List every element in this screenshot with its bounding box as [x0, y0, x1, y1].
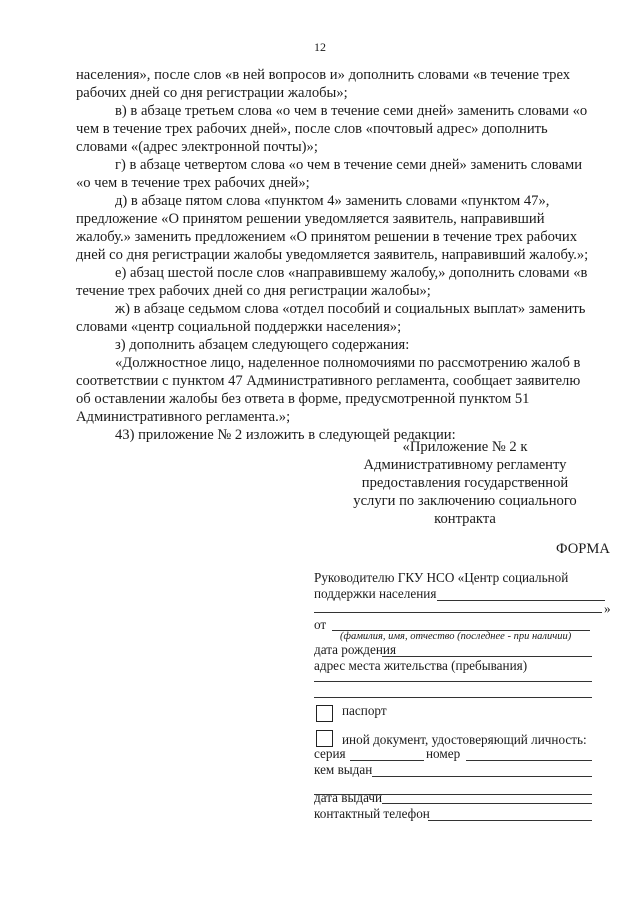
- forma-label: ФОРМА: [556, 541, 610, 557]
- addressee-underline-2[interactable]: [314, 612, 602, 613]
- text-line: Административного регламента.»;: [76, 409, 291, 425]
- issued-by-label: кем выдан: [314, 762, 373, 777]
- addressee-line-1: Руководителю ГКУ НСО «Центр социальной: [314, 570, 569, 585]
- text-line: соответствии с пунктом 47 Административного регламента, сообщает заявителю: [76, 373, 581, 389]
- text-line: г) в абзаце четвертом слова «о чем в течение семи дней» заменить словами: [115, 157, 583, 173]
- text-line: об оставлении жалобы без ответа в форме, предусмотренной пунктом 51: [76, 391, 530, 407]
- other-doc-checkbox[interactable]: [316, 730, 333, 747]
- appendix-line: «Приложение № 2 к: [402, 439, 528, 455]
- text-line: «Должностное лицо, наделенное полномочиями по рассмотрению жалоб в: [115, 355, 581, 371]
- text-line: словами «центр социальной поддержки населения»;: [76, 319, 402, 335]
- text-line: ж) в абзаце седьмом слова «отдел пособий и социальных выплат» заменить: [115, 301, 586, 317]
- text-line: жалобу.» заменить предложением «О принятом решении в течение трех рабочих: [76, 229, 578, 245]
- appendix-line: услуги по заключению социального: [353, 493, 577, 509]
- text-line: словами «(адрес электронной почты)»;: [76, 139, 318, 155]
- number-label: номер: [426, 746, 461, 761]
- closing-quote: »: [604, 601, 611, 616]
- text-line: предложение «О принятом решении уведомляется заявитель, направивший: [76, 211, 545, 227]
- series-field[interactable]: [350, 760, 424, 761]
- appendix-line: предоставления государственной: [361, 475, 569, 491]
- appendix-line: контракта: [434, 511, 496, 527]
- text-line: дней со дня регистрации жалобы уведомляется заявитель, направивший жалобу.»;: [76, 247, 589, 263]
- number-field[interactable]: [466, 760, 592, 761]
- phone-field[interactable]: [428, 820, 592, 821]
- issued-by-field-1[interactable]: [372, 776, 592, 777]
- text-line: чем в течение трех рабочих дней», после слов «почтовый адрес» дополнить: [76, 121, 548, 137]
- birth-label: дата рождения: [314, 642, 397, 657]
- text-line: д) в абзаце пятом слова «пунктом 4» заменить словами «пунктом 47»,: [115, 193, 550, 209]
- addressee-line-2: поддержки населения: [314, 586, 437, 601]
- text-line: населения», после слов «в ней вопросов и» дополнить словами «в течение трех: [76, 67, 571, 83]
- addressee-underline[interactable]: [437, 600, 605, 601]
- issue-date-label: дата выдачи: [314, 790, 383, 805]
- text-line: е) абзац шестой после слов «направившему жалобу,» дополнить словами «в: [115, 265, 588, 281]
- text-line: рабочих дней со дня регистрации жалобы»;: [76, 85, 348, 101]
- page-number: 12: [314, 40, 326, 54]
- passport-checkbox[interactable]: [316, 705, 333, 722]
- address-field-1[interactable]: [314, 681, 592, 682]
- address-label: адрес места жительства (пребывания): [314, 658, 528, 673]
- issue-date-field[interactable]: [382, 803, 592, 804]
- text-line: 43) приложение № 2 изложить в следующей редакции:: [115, 427, 456, 443]
- phone-label: контактный телефон: [314, 806, 430, 821]
- birth-field[interactable]: [382, 656, 592, 657]
- appendix-line: Административному регламенту: [363, 457, 567, 473]
- passport-label: паспорт: [342, 703, 387, 718]
- text-line: течение трех рабочих дней со дня регистрации жалобы»;: [76, 283, 431, 299]
- series-label: серия: [314, 746, 346, 761]
- from-label: от: [314, 617, 327, 632]
- text-line: в) в абзаце третьем слова «о чем в течение семи дней» заменить словами «о: [115, 103, 588, 119]
- text-line: «о чем в течение трех рабочих дней»;: [76, 175, 310, 191]
- from-hint: (фамилия, имя, отчество (последнее - при наличии): [340, 631, 572, 642]
- address-field-2[interactable]: [314, 697, 592, 698]
- text-line: з) дополнить абзацем следующего содержания:: [115, 337, 410, 353]
- other-doc-label: иной документ, удостоверяющий личность:: [342, 732, 587, 747]
